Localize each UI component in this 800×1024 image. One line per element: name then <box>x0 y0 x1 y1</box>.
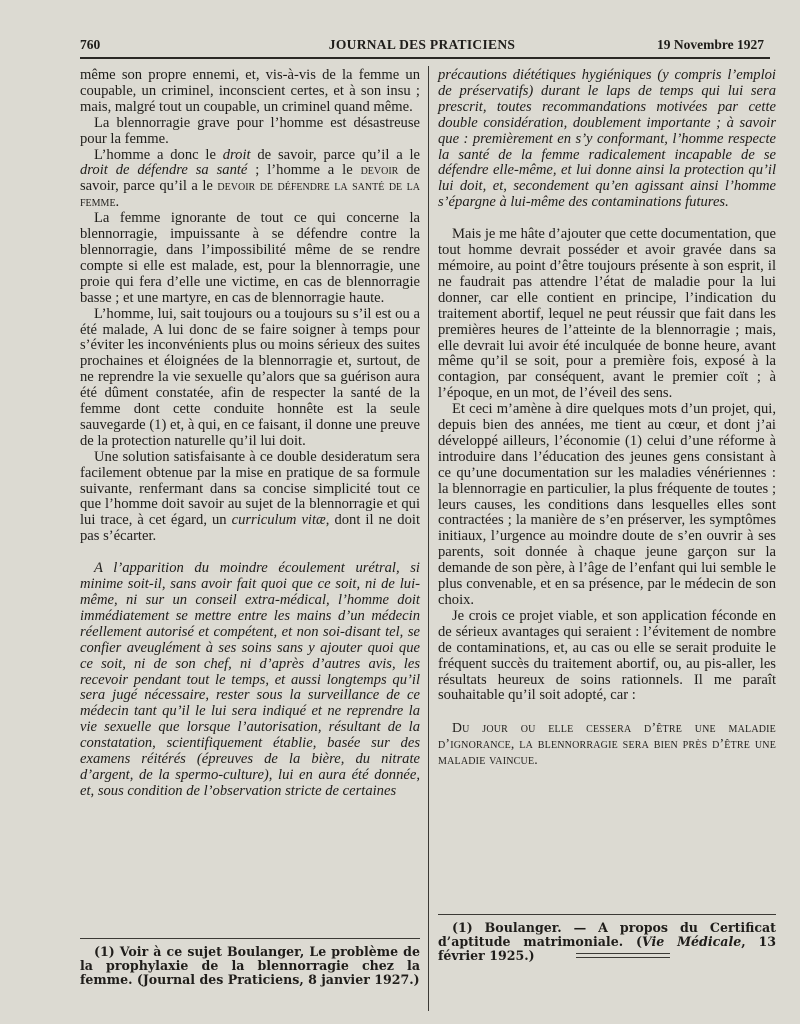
paragraph: La femme ignorante de tout ce qui concerne la blennorragie, impuissante à se défendre contre la blennorragie, dans l’impossibilité même de se rendre compte si elle est malade, est, pour la blennorragie, une proie qui fera d’elle une victime, en cas de blennorragie basse ; et une martyre, en cas de blennorragie haute. <box>80 210 420 306</box>
journal-title: JOURNAL DES PRATICIENS <box>328 37 516 52</box>
right-column <box>438 68 776 768</box>
page-number: 760 <box>80 37 101 52</box>
column-divider <box>428 66 429 1011</box>
footnote-rule <box>80 938 420 939</box>
footnote: (1) Voir à ce sujet Boulanger, Le problème de la prophylaxie de la blennorragie chez la femme. (Journal des Praticiens, 8 janvier 1927.) <box>80 944 420 987</box>
italic-formula: A l’apparition du moindre écoulement urétral, si minime soit-il, sans avoir fait quoi que ce soit, ni de lui-même, ni sur un conseil extra-médical, l’homme doit immédiatement se mettre entre les mains d’un médecin réellement autorisé et compétent, et non soi-disant tel, se confier aveuglément à ses soins sans y ajouter quoi que ce soit, ni de son chef, ni d’après d’autres avis, les recevoir pendant tout le temps, et aussi longtemps qu’il sera jugé nécessaire, rester sous la surveillance de ce médecin tant qu’il le lui sera indiqué et ne reprendre la vie sexuelle que lorsque l’autorisation, résultant de la constatation, scientifiquement établie, basée sur des examens réitérés (épreuves de la bière, du nitrate d’argent, de la spermo-culture), lui en aura été donnée, et, sous condition de l’observation stricte de certaines <box>80 560 420 799</box>
italic-continuation: précautions diététiques hygiéniques (y compris l’emploi de préservatifs) durant le laps de temps qui lui sera prescrit, toutes recommandations motivées par cette double considération, doublement importante ; à savoir que : premièrement en s’y conformant, l’homme respecte la santé de la femme radicalement incapable de se défendre elle-même, et lui donne ainsi la protection qu’il lui doit, et, secondement qu’en agissant ainsi l’homme s’épargne à lui-même des contaminations futures. <box>438 67 776 211</box>
footnote-rule <box>438 914 776 915</box>
footnote: (1) Boulanger. — A propos du Certificat d’aptitude matrimoniale. (Vie Médicale, 13 février 1925.) <box>438 920 777 963</box>
paragraph: Et ceci m’amène à dire quelques mots d’un projet, qui, depuis bien des années, me tient au cœur, et dont j’ai développé ailleurs, l’économie (1) celui d’une réforme à introduire dans l’éducation des jeunes gens consistant à ce qu’une documentation sur les maladies vénériennes : la blennorragie en particulier, la plus fréquente de toutes ; leurs causes, les conditions dans lesquelles elles sont contractées ; la manière de s’en préserver, les symptômes initiaux, l’urgence au moindre doute de s’en ouvrir à ses parents, soit donnée à chaque jeune garçon sur la demande de son père, à l’âge de l’enfant qui lui semble le plus convenable, et en sa présence, par le médecin de son choix. <box>438 401 776 608</box>
running-header <box>80 34 764 56</box>
issue-date: 19 Novembre 1927 <box>657 37 764 52</box>
conclusion-statement: Du jour ou elle cessera d’être une maladie d’ignorance, la blennorragie sera bien près d’être une maladie vaincue. <box>438 720 776 768</box>
header-rule <box>80 57 770 59</box>
paragraph: Une solution satisfaisante à ce double desideratum sera facilement obtenue par la mise en pratique de sa formule suivante, renfermant dans sa concise simplicité tout ce que l’homme doit savoir au sujet de la blennorragie et qui lui trace, à cet égard, un curriculum vitæ, dont il ne doit pas s’écarter. <box>80 448 420 545</box>
paragraph: Mais je me hâte d’ajouter que cette documentation, que tout homme devrait posséder et avoir gravée dans sa mémoire, au point d’être toujours présente à son esprit, il ne faudrait pas attendre l’état de maladie pour la lui donner, car elle contient en principe, l’indication du traitement abortif, lequel ne peut réussir que fait dans les premières heures de l’atteinte de la blennorragie ; mais, elle devrait lui avoir été inculquée de bonne heure, avant même qu’il se soit, pour a première fois, exposé à la contagion, par conséquent, avant le premier coït ; à l’époque, en un mot, de l’éveil des sens. <box>438 226 776 402</box>
paragraph: La blennorragie grave pour l’homme est désastreuse pour la femme. <box>80 114 420 147</box>
paragraph: Je crois ce projet viable, et son application féconde en de sérieux avantages qui seraient : l’évitement de nombre de contaminations, et, au cas ou elle se serait produite le fréquent succès du traitement abortif, ou, au pis-aller, les résultats heureux de soins rationnels. Il me paraît souhaitable qu’il soit adopté, car : <box>438 607 776 704</box>
paragraph: L’homme a donc le droit de savoir, parce qu’il a le droit de défendre sa santé ; l’homme a le devoir de savoir, parce qu’il a le devoir de défendre la santé de la femme. <box>80 146 420 211</box>
paragraph: L’homme, lui, sait toujours ou a toujours su s’il est ou a été malade, A lui donc de se faire soigner à temps pour s’éviter les inconvénients plus ou moins sérieux des suites prochaines et éloignées de la blennorragie et, surtout, de ne reprendre la vie sexuelle qu’alors que sa guérison aura été dûment constatée, afin de respecter la santé de la femme dont cette conduite honnête est la seule sauvegarde (1) et, à qui, en ce faisant, il donne une preuve de la protection naturelle qu’il lui doit. <box>80 305 420 449</box>
paragraph: même son propre ennemi, et, vis-à-vis de la femme un coupable, un criminel, inconscient certes, et à son insu ; mais, malgré tout un coupable, un criminel quand même. <box>80 67 420 115</box>
left-column <box>80 68 420 800</box>
end-ornament-rule <box>576 953 670 958</box>
left-footnote-block <box>80 932 420 987</box>
